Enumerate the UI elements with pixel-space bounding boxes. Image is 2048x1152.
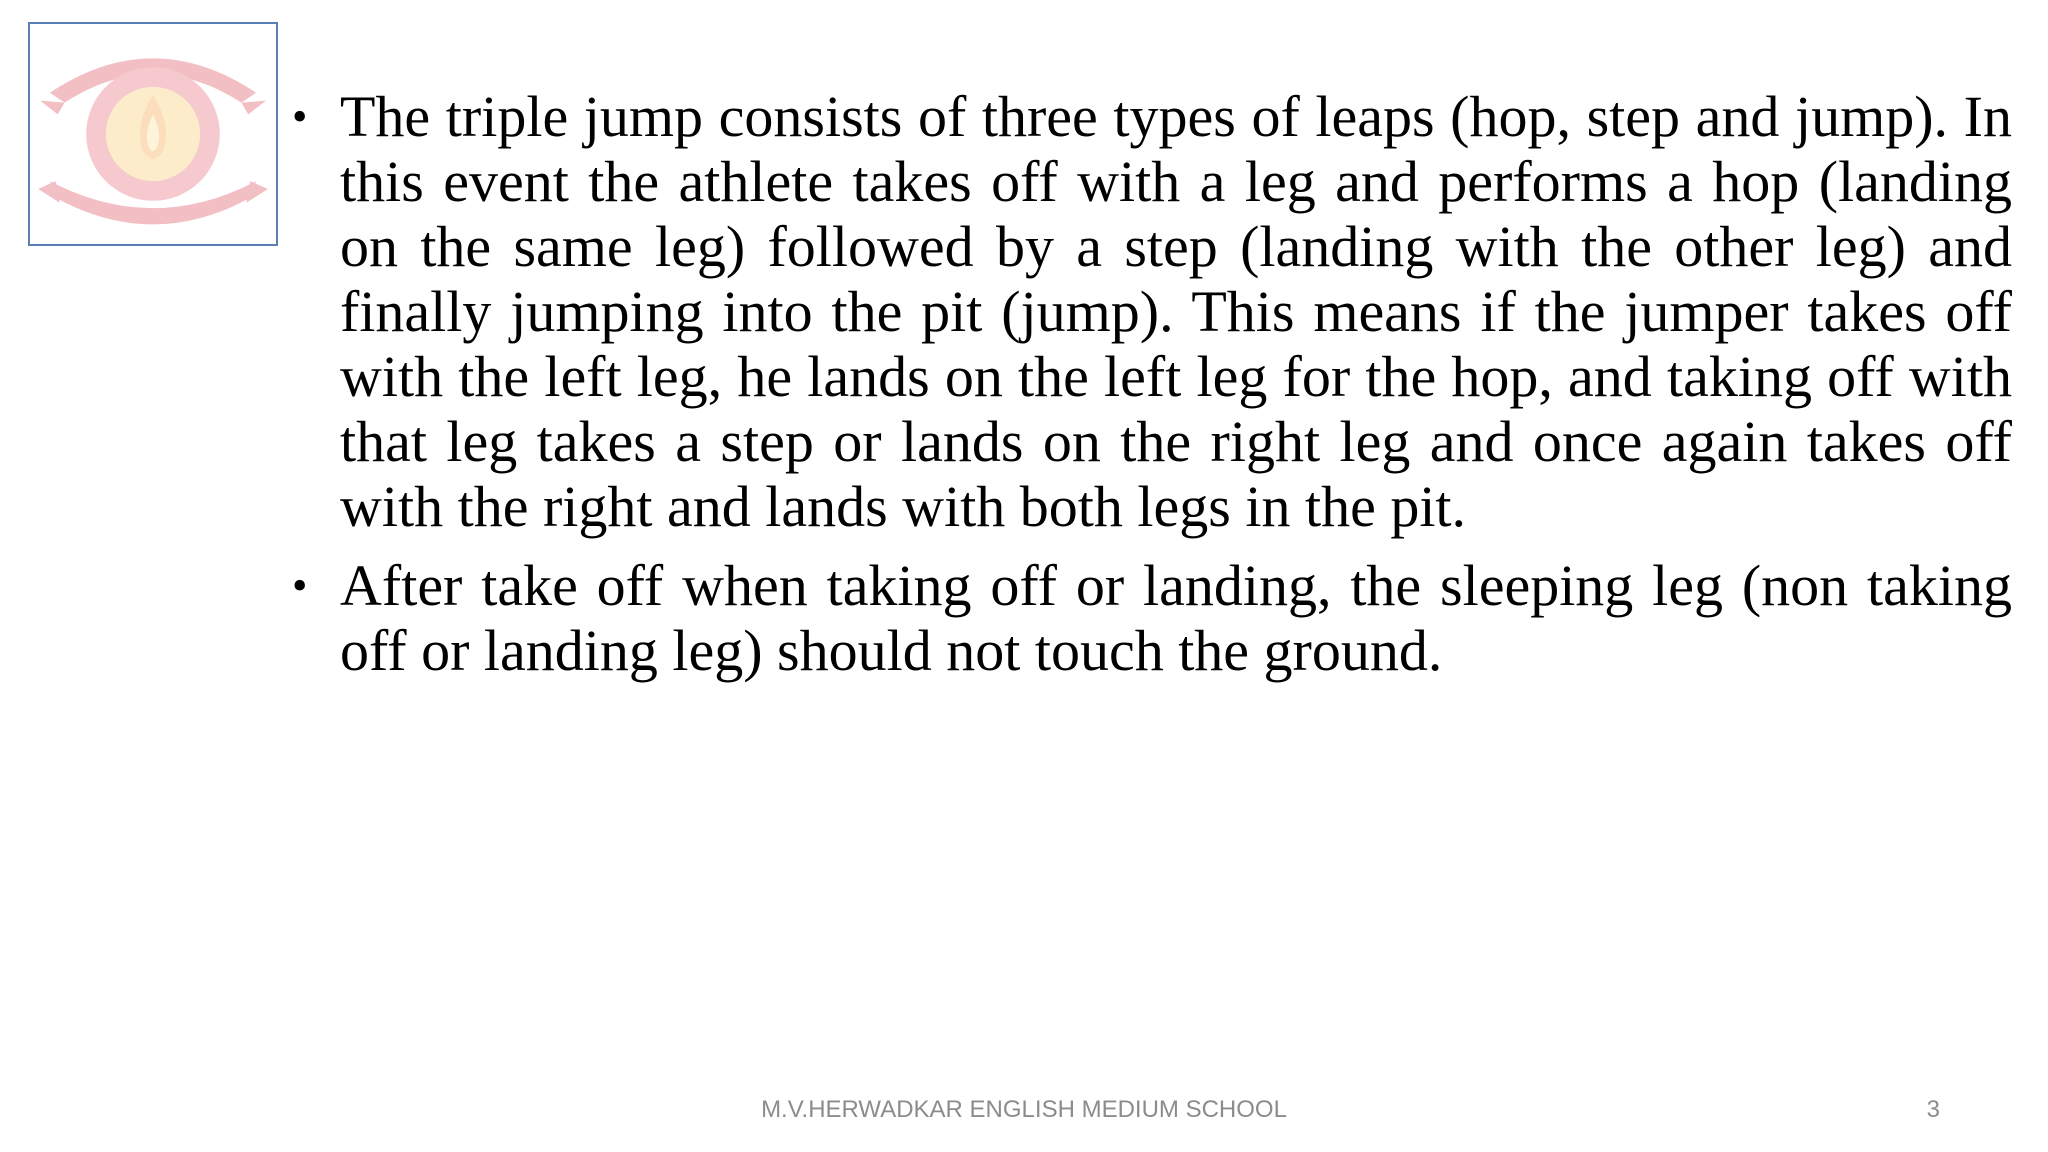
page-number: 3 bbox=[1926, 1096, 1940, 1123]
bullet-marker: • bbox=[292, 561, 308, 610]
footer-school-name: M.V.HERWADKAR ENGLISH MEDIUM SCHOOL bbox=[761, 1096, 1287, 1123]
bullet-item bbox=[292, 553, 2012, 683]
bullet-list bbox=[292, 84, 2012, 697]
school-emblem-icon bbox=[30, 24, 276, 244]
bullet-text: The triple jump consists of three types of leaps (hop, step and jump). In this event the athlete takes off with a leg and performs a hop (landing on the same leg) followed by a step (landing with the other leg) and finally jumping into the pit (jump). This means if the jumper takes off with the left leg, he lands on the left leg for the hop, and taking off with that leg takes a step or lands on the right leg and once again takes off with the right and lands with both legs in the pit. bbox=[340, 84, 2012, 539]
bullet-text: After take off when taking off or landing, the sleeping leg (non taking off or landing leg) should not touch the ground. bbox=[340, 553, 2012, 683]
bullet-marker: • bbox=[292, 92, 308, 141]
bullet-item bbox=[292, 84, 2012, 539]
school-logo bbox=[28, 22, 278, 246]
